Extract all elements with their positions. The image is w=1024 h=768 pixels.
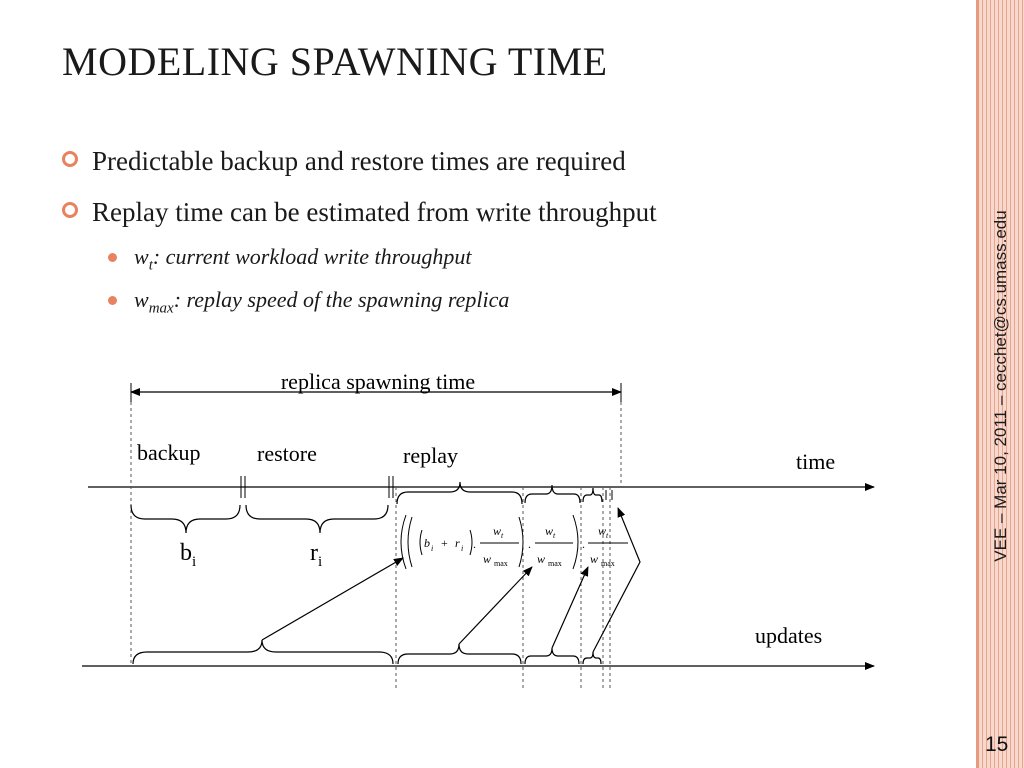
updates-label: updates (755, 623, 823, 648)
f-w1: w (493, 524, 502, 538)
f-max3: max (601, 559, 615, 568)
f-b: b (424, 536, 430, 550)
f-w1-sub: t (501, 531, 504, 540)
f-r-sub: i (461, 544, 464, 553)
footer-text: VEE – Mar 10, 2011 – cecchet@cs.umass.edu (991, 210, 1010, 562)
updates-braces (133, 640, 601, 664)
replay-braces (397, 482, 602, 504)
backup-label: backup (137, 440, 201, 465)
b-i-label (180, 540, 196, 570)
b-sub: i (192, 554, 197, 570)
f-w2-sub: t (553, 531, 556, 540)
time-label: time (796, 449, 836, 474)
sub-bullet-1-sub: t (148, 257, 153, 274)
f-w1b: w (483, 552, 492, 566)
f-dot-2: . (528, 537, 531, 551)
r-var: r (310, 540, 318, 566)
f-r: r (455, 536, 460, 550)
time-braces (131, 505, 388, 533)
f-w2b: w (537, 552, 546, 566)
r-sub: i (318, 554, 323, 570)
dashed-guides (131, 402, 621, 690)
sub-bullet-1-text: : current workload write throughput (152, 244, 472, 269)
b-var: b (180, 540, 192, 566)
f-max2: max (548, 559, 562, 568)
restore-label: restore (257, 441, 317, 466)
f-dot-1: . (473, 537, 476, 551)
bullet-2-text: Replay time can be estimated from write throughput (92, 197, 657, 227)
update-arrows (262, 508, 640, 652)
span-label: replica spawning time (280, 369, 476, 394)
sub-bullet-2-text: : replay speed of the spawning replica (173, 287, 510, 312)
f-b-sub: i (431, 544, 434, 553)
f-w2: w (545, 524, 554, 538)
f-dot-3: . (582, 537, 585, 551)
bullet-1-text: Predictable backup and restore times are required (92, 146, 626, 176)
formula-text (424, 524, 615, 568)
time-breaks (241, 476, 612, 500)
sub-bullet-1-var: w (134, 244, 149, 269)
sub-bullet-2-var: w (134, 287, 149, 312)
f-max1: max (494, 559, 508, 568)
slide-number: 15 (985, 733, 1009, 756)
slide-title: MODELING SPAWNING TIME (62, 39, 608, 84)
f-w3: w (598, 524, 607, 538)
f-w3-sub: t (606, 531, 609, 540)
f-w3b: w (590, 552, 599, 566)
f-plus: + (441, 536, 448, 550)
r-i-label (310, 540, 322, 570)
replay-label: replay (403, 443, 458, 468)
sub-bullet-2-sub: max (148, 300, 174, 317)
